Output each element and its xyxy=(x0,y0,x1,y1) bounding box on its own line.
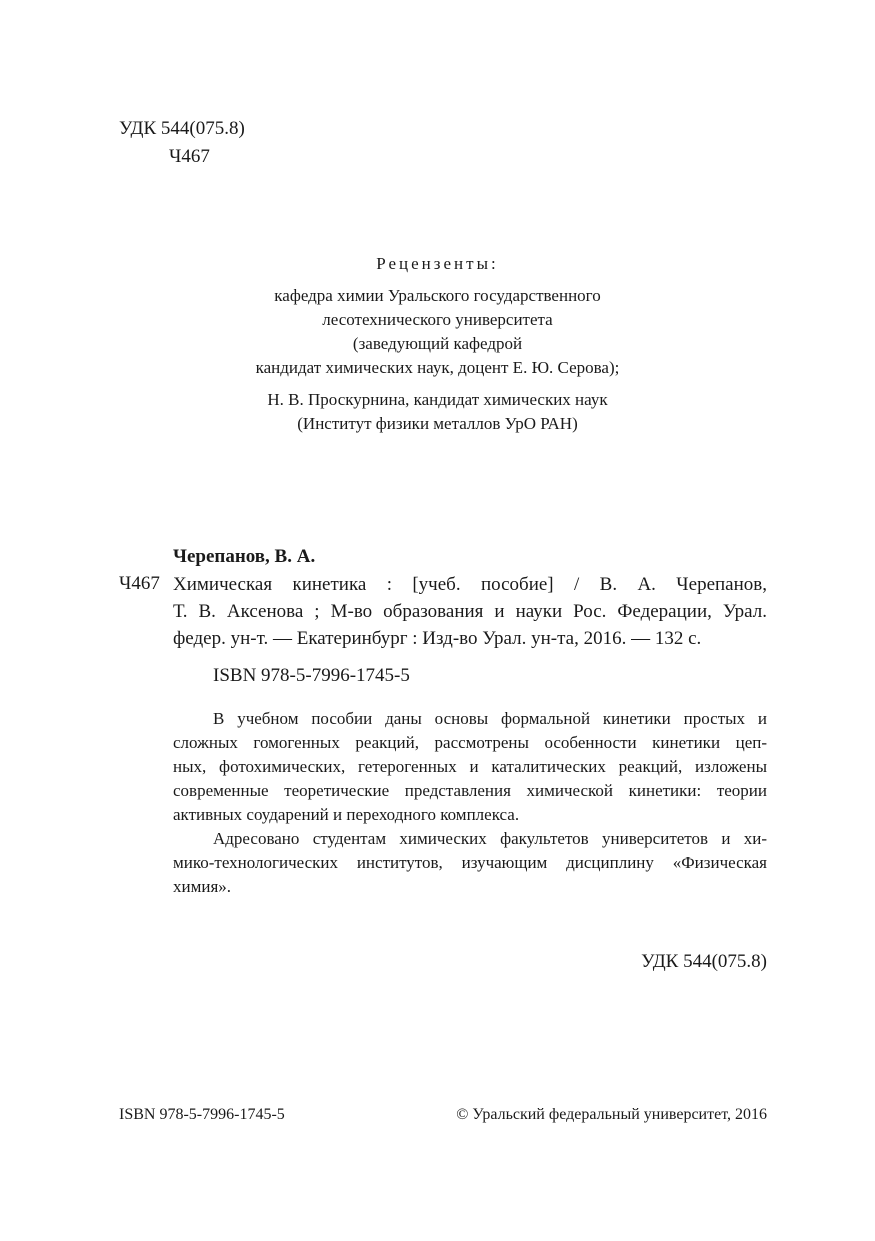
reviewers-block xyxy=(0,252,875,436)
reviewer-line: Н. В. Проскурнина, кандидат химических наук xyxy=(267,390,608,409)
udk-block xyxy=(119,115,245,171)
abstract-line: В учебном пособии даны основы формальной кинетики простых и xyxy=(213,709,767,728)
author-sign-code: Ч467 xyxy=(169,146,210,167)
bottom-udk: УДК 544(075.8) xyxy=(641,951,767,972)
udk-code: УДК 544(075.8) xyxy=(119,118,245,139)
record-code: Ч467 xyxy=(119,573,160,594)
copyright: © Уральский федеральный университет, 2016 xyxy=(456,1106,767,1123)
abstract-line: сложных гомогенных реакций, рассмотрены особенности кинетики цеп- xyxy=(173,733,767,752)
reviewer-line: кандидат химических наук, доцент Е. Ю. Серова); xyxy=(255,358,620,377)
reviewer-line: кафедра химии Уральского государственного xyxy=(274,286,601,305)
abstract xyxy=(173,707,767,899)
reviewer-line: лесотехнического университета xyxy=(322,310,553,329)
record-isbn: ISBN 978-5-7996-1745-5 xyxy=(213,665,410,686)
reviewer-line: (Институт физики металлов УрО РАН) xyxy=(297,414,578,433)
abstract-line: активных соударений и переходного комплекса. xyxy=(173,805,520,824)
description-line: федер. ун-т. — Екатеринбург : Изд-во Урал. ун-та, 2016. — 132 с. xyxy=(173,628,702,649)
description-line: Т. В. Аксенова ; М-во образования и науки Рос. Федерации, Урал. xyxy=(173,601,767,622)
description-line: Химическая кинетика : [учеб. пособие] / В. А. Черепанов, xyxy=(173,574,767,595)
abstract-line: современные теоретические представления химической кинетики: теории xyxy=(173,781,767,800)
reviewer-line: (заведующий кафедрой xyxy=(352,334,523,353)
abstract-line: Адресовано студентам химических факультетов университетов и хи- xyxy=(213,829,767,848)
footer-isbn: ISBN 978-5-7996-1745-5 xyxy=(119,1106,285,1123)
abstract-line: химия». xyxy=(173,877,232,896)
bibliographic-description xyxy=(173,571,767,652)
reviewers-heading: Рецензенты: xyxy=(376,254,499,273)
abstract-line: ных, фотохимических, гетерогенных и каталитических реакций, изложены xyxy=(173,757,767,776)
abstract-line: мико-технологических институтов, изучающим дисциплину «Физическая xyxy=(173,853,767,872)
author-name: Черепанов, В. А. xyxy=(173,546,316,567)
